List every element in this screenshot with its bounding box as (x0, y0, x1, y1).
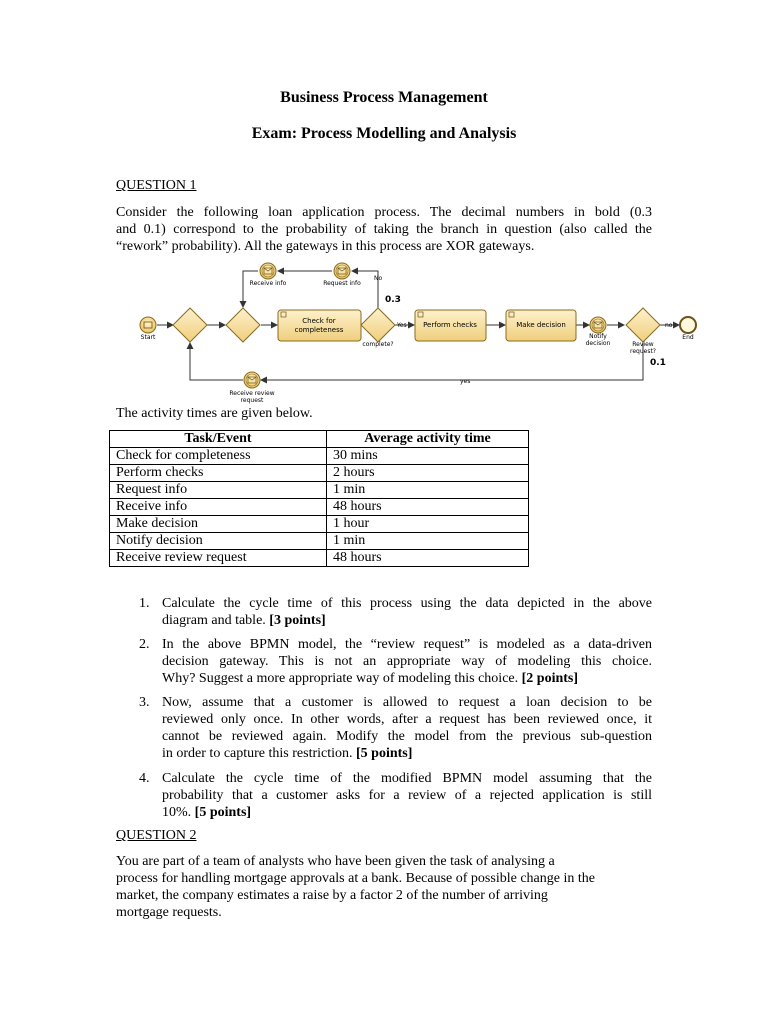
sub-question-line: in order to capture this restriction. (162, 746, 353, 761)
complete-gateway-label: complete? (362, 341, 394, 348)
table-row (110, 482, 529, 499)
table-row (110, 533, 529, 550)
table-row (110, 516, 529, 533)
sub-question-line: Now, assume that a customer is allowed to request a loan decision to be (162, 695, 652, 710)
no-flow-label: No (374, 275, 383, 282)
receive-info-label: Receive info (249, 280, 287, 287)
sub-question-line: Calculate the cycle time of this process using the data depicted in the above (162, 596, 652, 611)
table-cell: Receive info (110, 499, 327, 516)
sub-question-line: cannot be reviewed again. Modify the model from the previous sub-question (162, 729, 652, 744)
rework-probability: 0.3 (385, 295, 401, 305)
no-review-flow-label: no (665, 322, 673, 329)
table-cell: Notify decision (110, 533, 327, 550)
table-cell: 1 min (327, 533, 529, 550)
table-cell: Make decision (110, 516, 327, 533)
table-cell: 2 hours (327, 465, 529, 482)
receive-review-label-2: request (240, 397, 264, 404)
question-1-heading: QUESTION 1 (116, 178, 197, 193)
table-cell: 48 hours (327, 550, 529, 567)
review-gateway-label-1: Review (632, 341, 654, 348)
points-label: [3 points] (269, 613, 326, 628)
yes-review-flow-label: yes (460, 378, 471, 385)
sub-question-number: 1. (139, 596, 150, 611)
review-probability: 0.1 (650, 358, 666, 368)
table-row (110, 550, 529, 567)
task-check-label-1: Check for (302, 317, 336, 325)
question-2-line: You are part of a team of analysts who have been given the task of analysing a (116, 854, 555, 869)
sub-question-line: Why? Suggest a more appropriate way of modeling this choice. (162, 671, 519, 686)
table-cell: 1 hour (327, 516, 529, 533)
table-cell: 48 hours (327, 499, 529, 516)
request-info-label: Request info (323, 280, 361, 287)
question-2-heading: QUESTION 2 (116, 828, 197, 843)
points-label: [2 points] (521, 671, 579, 686)
intro-line: Consider the following loan application process. The decimal numbers in bold (0.3 (116, 205, 652, 220)
question-2-line: market, the company estimates a raise by a factor 2 of the number of arriving (116, 888, 548, 903)
question-2-text (116, 853, 656, 921)
bpmn-diagram (0, 0, 768, 410)
task-make-label: Make decision (516, 321, 566, 329)
table-cell: Perform checks (110, 465, 327, 482)
document-subtitle: Exam: Process Modelling and Analysis (251, 125, 517, 142)
times-intro: The activity times are given below. (116, 406, 313, 421)
sub-question-line: diagram and table. (162, 613, 266, 628)
start-event-label: Start (140, 334, 156, 341)
table-cell: 1 min (327, 482, 529, 499)
activity-times-table (109, 430, 529, 567)
yes-flow-label: Yes (397, 322, 407, 329)
receive-review-label-1: Receive review (229, 390, 275, 397)
sub-question-number: 3. (139, 695, 150, 710)
intro-line: and 0.1) correspond to the probability of taking the branch in question (also called the (116, 222, 652, 237)
sub-question-line: reviewed only once. In other words, after a request has been reviewed once, it (162, 712, 652, 727)
question-2-line: mortgage requests. (116, 905, 222, 920)
sub-question-line: decision gateway. This is not an appropriate way of modeling this choice. (162, 654, 652, 669)
table-cell: 30 mins (327, 448, 529, 465)
sub-question-line: Calculate the cycle time of the modified BPMN model assuming that the (162, 771, 652, 786)
table-cell: Receive review request (110, 550, 327, 567)
table-row (110, 448, 529, 465)
table-header: Task/Event (110, 431, 327, 448)
table-header-row (110, 431, 529, 448)
end-event-label: End (682, 334, 694, 341)
notify-label-2: decision (585, 340, 611, 347)
question-2-line: process for handling mortgage approvals at a bank. Because of possible change in the (116, 871, 595, 886)
table-row (110, 465, 529, 482)
sub-question-line: probability that a customer asks for a review of a rejected application is still (162, 788, 652, 803)
table-row (110, 499, 529, 516)
notify-label-1: Notify (589, 333, 607, 340)
sub-question-number: 2. (139, 637, 150, 652)
document-title: Business Process Management (280, 89, 488, 106)
sub-question-number: 4. (139, 771, 150, 786)
table-header: Average activity time (327, 431, 529, 448)
review-gateway-label-2: request? (630, 348, 656, 355)
sub-question-line: 10%. (162, 805, 192, 820)
task-perform-label: Perform checks (423, 321, 477, 329)
points-label: [5 points] (194, 805, 252, 820)
sub-question-line: In the above BPMN model, the “review request” is modeled as a data-driven (162, 637, 652, 652)
table-cell: Check for completeness (110, 448, 327, 465)
task-check-label-2: completeness (294, 326, 344, 334)
intro-line: “rework” probability). All the gateways in this process are XOR gateways. (116, 239, 535, 254)
table-cell: Request info (110, 482, 327, 499)
points-label: [5 points] (356, 746, 413, 761)
